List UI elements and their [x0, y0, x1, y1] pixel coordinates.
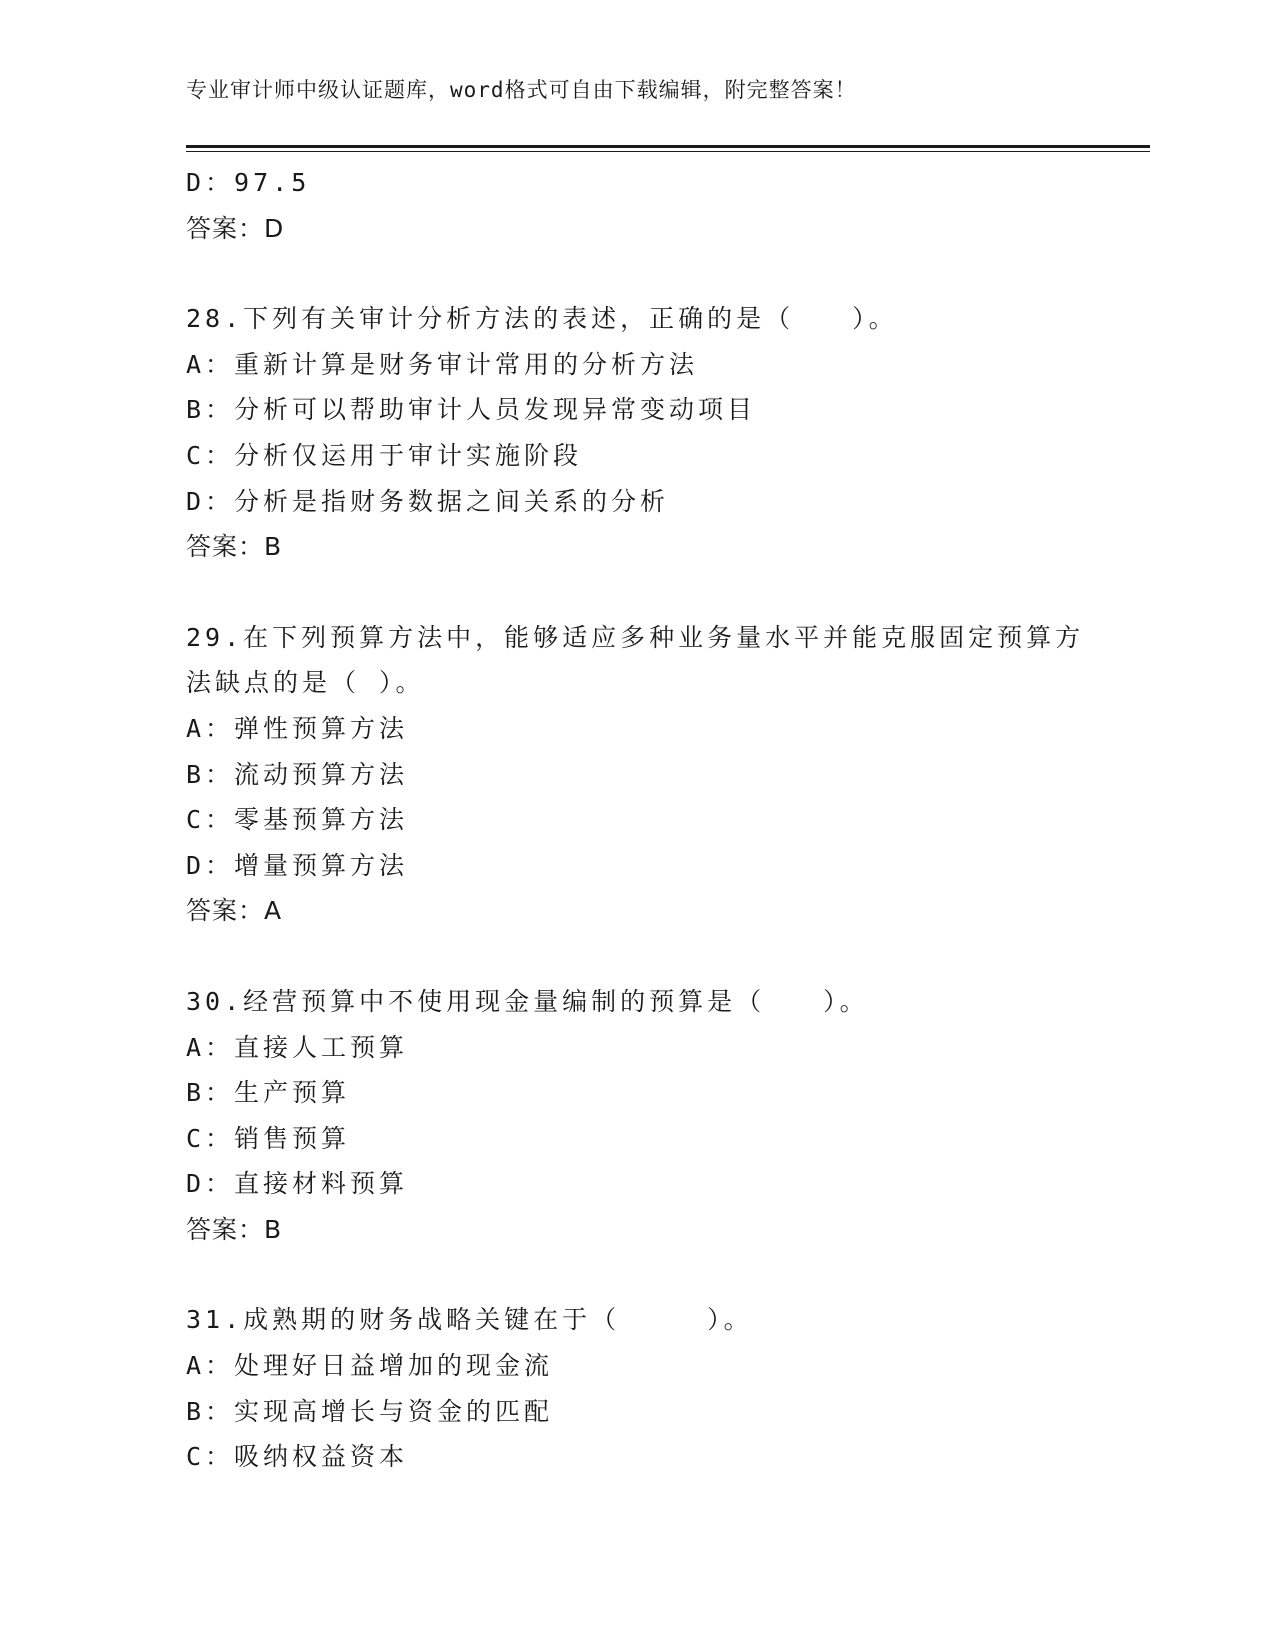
option-c: C：吸纳权益资本: [186, 1442, 409, 1472]
answer: 答案：A: [186, 896, 283, 926]
option-a: A：直接人工预算: [186, 1032, 409, 1062]
question-stem: 28.下列有关审计分析方法的表述，正确的是（ ）。: [186, 304, 898, 334]
header-rule-thick: [186, 145, 1150, 148]
question-stem: 31.成熟期的财务战略关键在于（ ）。: [186, 1305, 753, 1335]
answer: 答案：B: [186, 532, 283, 562]
question-28: [186, 296, 1150, 570]
option-d: D：增量预算方法: [186, 850, 409, 880]
question-stem-cont: 法缺点的是（ ）。: [186, 668, 425, 698]
option-d: D：直接材料预算: [186, 1169, 409, 1199]
option-b: B：流动预算方法: [186, 759, 409, 789]
option-c: C：销售预算: [186, 1123, 351, 1153]
option-a: A：处理好日益增加的现金流: [186, 1351, 554, 1381]
prev-option-d: D：97.5: [186, 168, 311, 197]
option-c: C：分析仅运用于审计实施阶段: [186, 440, 583, 470]
prev-answer: 答案：D: [186, 213, 285, 243]
option-d: D：分析是指财务数据之间关系的分析: [186, 486, 670, 516]
document-body: [186, 160, 1150, 1480]
answer: 答案：B: [186, 1214, 283, 1244]
question-stem: 30.经营预算中不使用现金量编制的预算是（ ）。: [186, 986, 869, 1016]
question-31: [186, 1297, 1150, 1479]
option-c: C：零基预算方法: [186, 805, 409, 835]
page-header: 专业审计师中级认证题库，word格式可自由下载编辑，附完整答案！: [186, 78, 857, 102]
option-a: A：重新计算是财务审计常用的分析方法: [186, 349, 699, 379]
question-stem: 29.在下列预算方法中，能够适应多种业务量水平并能克服固定预算方: [186, 622, 1085, 652]
option-a: A：弹性预算方法: [186, 713, 409, 743]
option-b: B：分析可以帮助审计人员发现异常变动项目: [186, 395, 757, 425]
question-29: [186, 615, 1150, 934]
option-b: B：实现高增长与资金的匹配: [186, 1396, 554, 1426]
header-rule-thin: [186, 151, 1150, 152]
question-30: [186, 979, 1150, 1253]
option-b: B：生产预算: [186, 1078, 351, 1108]
